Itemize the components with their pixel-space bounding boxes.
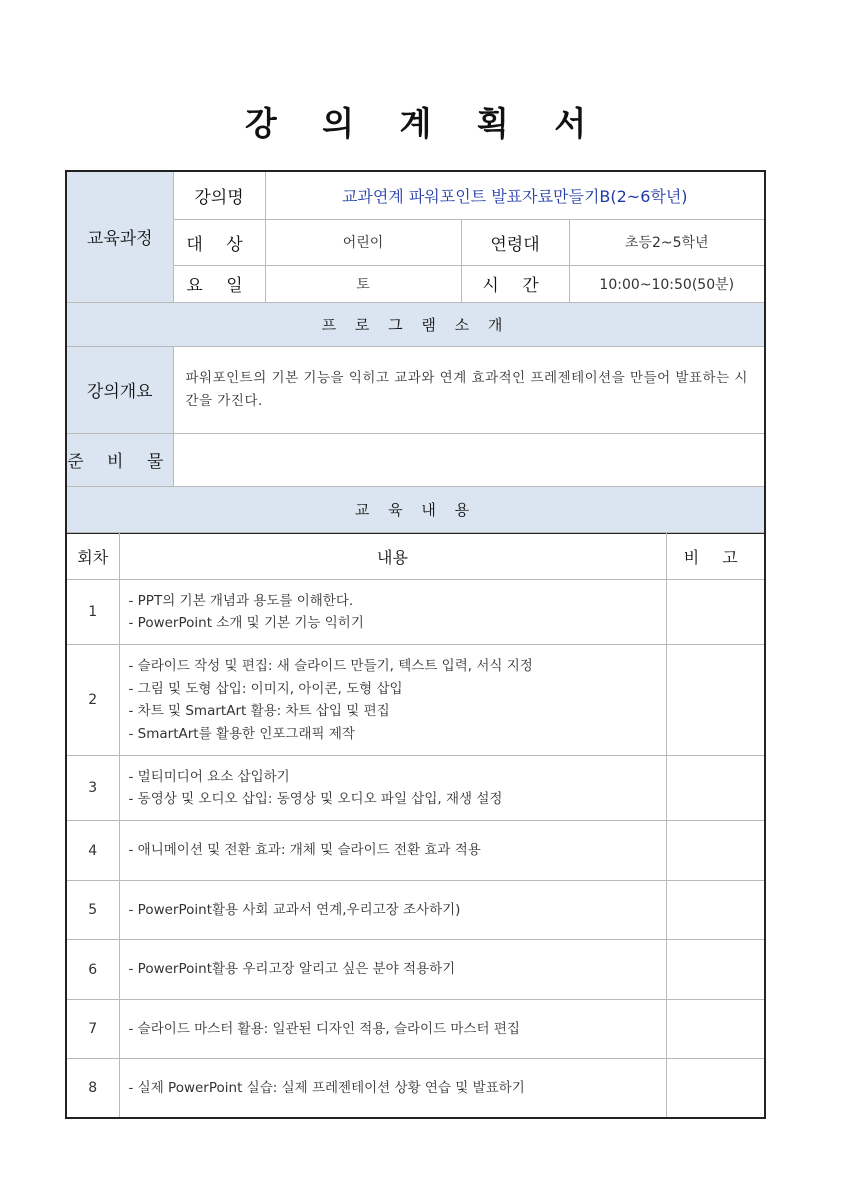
table-row (66, 821, 765, 881)
session-note (666, 881, 765, 940)
curriculum-table (65, 532, 766, 1119)
content-line: - PowerPoint활용 우리고장 알리고 싶은 분야 적용하기 (128, 961, 456, 978)
content-line: - 멀티미디어 요소 삽입하기 (128, 768, 290, 785)
content-line: - 애니메이션 및 전환 효과: 개체 및 슬라이드 전환 효과 적용 (128, 842, 481, 859)
session-number: 3 (66, 756, 119, 821)
table-row (66, 645, 765, 756)
overview-text: 파워포인트의 기본 기능을 익히고 교과와 연계 효과적인 프레젠테이션을 만들어 발표하는 시간을 가진다. (173, 346, 765, 433)
materials-value (173, 433, 765, 486)
session-number: 8 (66, 1059, 119, 1118)
session-content (119, 821, 666, 881)
content-line: - 슬라이드 작성 및 편집: 새 슬라이드 만들기, 텍스트 입력, 서식 지정 (128, 658, 533, 674)
target-label: 대 상 (173, 219, 265, 265)
content-line: - 그림 및 도형 삽입: 이미지, 아이콘, 도형 삽입 (128, 680, 403, 697)
table-row (66, 1059, 765, 1118)
content-line: - PowerPoint 소개 및 기본 기능 익히기 (128, 615, 364, 631)
time-label: 시 간 (461, 265, 569, 302)
session-content (119, 580, 666, 645)
table-row (66, 881, 765, 940)
age-value: 초등2~5학년 (569, 219, 765, 265)
program-section-title: 프 로 그 램 소 개 (66, 302, 765, 346)
header-content: 내용 (119, 533, 666, 580)
course-info-table (65, 170, 766, 534)
session-content (119, 1059, 666, 1118)
session-content (119, 1000, 666, 1059)
overview-label: 강의개요 (66, 346, 173, 433)
session-note (666, 756, 765, 821)
session-number: 5 (66, 881, 119, 940)
edu-course-label: 교육과정 (66, 171, 173, 302)
session-note (666, 940, 765, 1000)
session-note (666, 1059, 765, 1118)
session-number: 4 (66, 821, 119, 881)
target-value: 어린이 (265, 219, 461, 265)
content-line: - 동영상 및 오디오 삽입: 동영상 및 오디오 파일 삽입, 재생 설정 (128, 791, 503, 807)
session-number: 1 (66, 580, 119, 645)
header-session: 회차 (66, 533, 119, 580)
session-note (666, 821, 765, 881)
education-section-title: 교 육 내 용 (66, 486, 765, 533)
session-content (119, 645, 666, 756)
session-number: 6 (66, 940, 119, 1000)
course-name-value: 교과연계 파워포인트 발표자료만들기B(2~6학년) (265, 171, 765, 219)
session-number: 2 (66, 645, 119, 756)
document-title: 강 의 계 획 서 (244, 104, 604, 143)
table-row (66, 1000, 765, 1059)
content-line: - PPT의 기본 개념과 용도를 이해한다. (128, 592, 354, 609)
content-line: - PowerPoint활용 사회 교과서 연계,우리고장 조사하기) (128, 901, 461, 918)
session-note (666, 645, 765, 756)
day-value: 토 (265, 265, 461, 302)
header-note: 비 고 (666, 533, 765, 580)
table-row (66, 940, 765, 1000)
course-name-label: 강의명 (173, 171, 265, 219)
day-label: 요 일 (173, 265, 265, 302)
session-content (119, 881, 666, 940)
session-number: 7 (66, 1000, 119, 1059)
time-value: 10:00~10:50(50분) (569, 265, 765, 302)
content-line: - 차트 및 SmartArt 활용: 차트 삽입 및 편집 (128, 703, 390, 719)
session-content (119, 940, 666, 1000)
content-line: - SmartArt를 활용한 인포그래픽 제작 (128, 725, 355, 742)
table-row (66, 580, 765, 645)
table-row (66, 756, 765, 821)
content-line: - 실제 PowerPoint 실습: 실제 프레젠테이션 상황 연습 및 발표하기 (128, 1079, 525, 1096)
session-content (119, 756, 666, 821)
content-line: - 슬라이드 마스터 활용: 일관된 디자인 적용, 슬라이드 마스터 편집 (128, 1020, 520, 1037)
age-label: 연령대 (461, 219, 569, 265)
session-note (666, 580, 765, 645)
session-note (666, 1000, 765, 1059)
materials-label: 준 비 물 (66, 433, 173, 486)
